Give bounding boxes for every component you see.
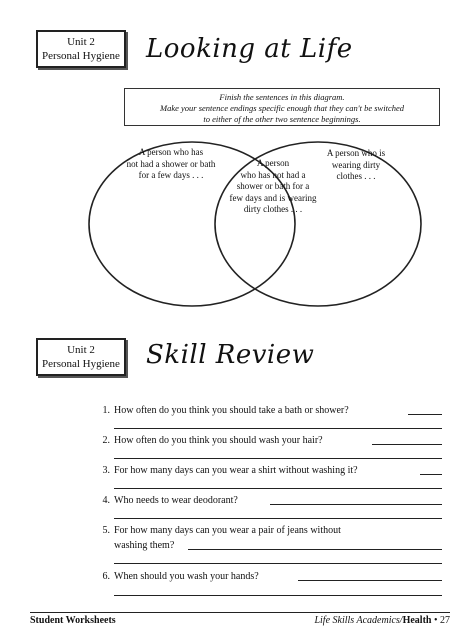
footer-divider: [30, 612, 450, 613]
footer-right: [314, 615, 450, 626]
answer-line[interactable]: [114, 595, 442, 596]
page-title: Looking at Life: [146, 34, 353, 64]
instruction-line: to either of the other two sentence beginnings.: [203, 114, 361, 124]
answer-line[interactable]: [298, 580, 442, 581]
footer-series: Life Skills Academics/: [314, 615, 403, 626]
answer-line[interactable]: [114, 488, 442, 489]
page-number: • 27: [433, 615, 450, 626]
answer-line[interactable]: [114, 428, 442, 429]
unit-number: Unit 2: [67, 36, 95, 48]
answer-line[interactable]: [408, 414, 442, 415]
section-title: Skill Review: [146, 340, 315, 370]
answer-line[interactable]: [372, 444, 442, 445]
footer-subject: Health: [402, 615, 432, 626]
instructions-box: [124, 88, 440, 126]
unit-topic: Personal Hygiene: [42, 50, 120, 62]
instruction-line: Make your sentence endings specific enough that they can't be switched: [160, 103, 404, 113]
answer-line[interactable]: [114, 563, 442, 564]
answer-line[interactable]: [420, 474, 442, 475]
instruction-line: Finish the sentences in this diagram.: [219, 92, 345, 102]
unit-number: Unit 2: [67, 344, 95, 356]
unit-label-box: [36, 30, 126, 68]
unit-label-box: [36, 338, 126, 376]
venn-left-label: A person who has not had a shower or bath for a few days . . .: [126, 147, 216, 180]
venn-center-label: A person who has not had a shower or bath for a few days and is wearing dirty clothes . . .: [229, 158, 317, 214]
footer-left: Student Worksheets: [30, 615, 116, 626]
answer-line[interactable]: [114, 458, 442, 459]
unit-topic: Personal Hygiene: [42, 358, 120, 370]
answer-line[interactable]: [270, 504, 442, 505]
answer-line[interactable]: [114, 518, 442, 519]
venn-right-label: A person who is wearing dirty clothes . . .: [326, 148, 386, 181]
answer-line[interactable]: [188, 549, 442, 550]
